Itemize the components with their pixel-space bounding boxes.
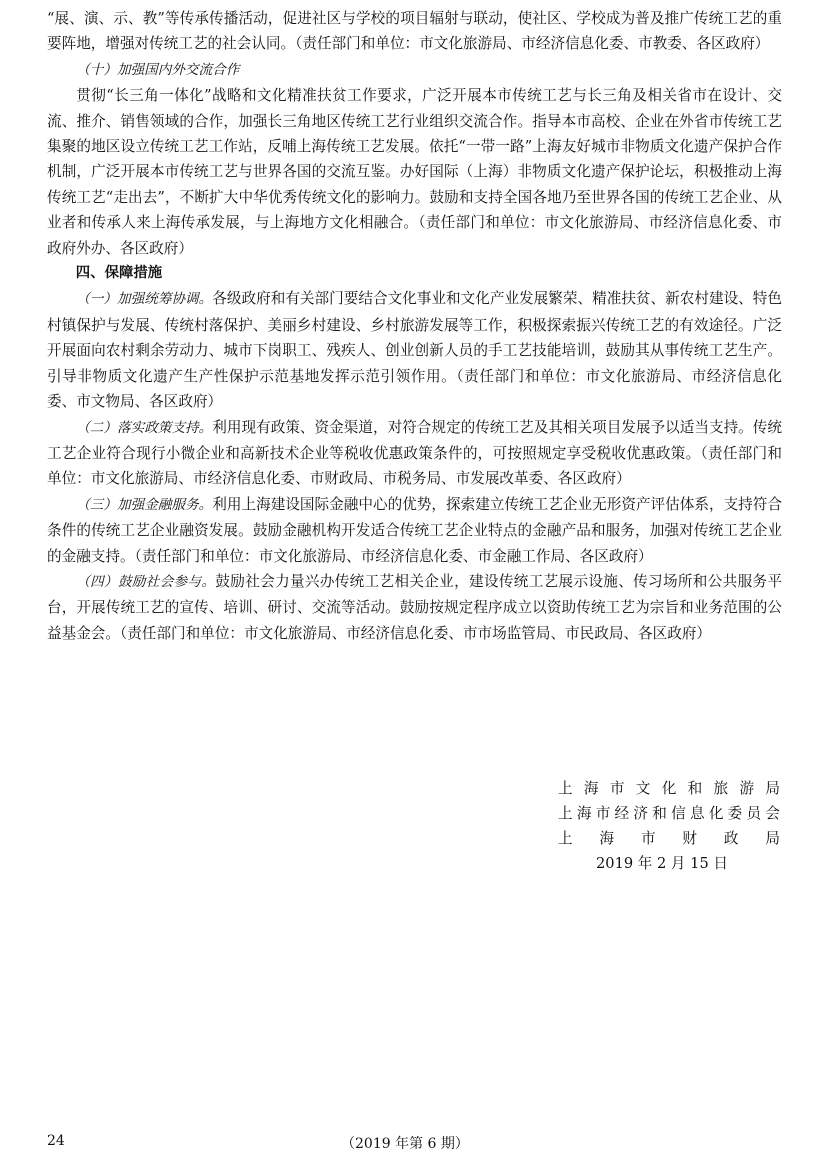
measure-body-2: 利用现有政策、资金渠道，对符合规定的传统工艺及其相关项目发展予以适当支持。传统工艺企业符合现行小微企业和高新技术企业等税收优惠政策条件的，可按照规定享受税收优惠政策。（责任部门和单位：市文化旅游局、市经济信息化委、市财政局、市税务局、市发展改革委、各区政府）: [47, 418, 782, 488]
subsection-heading-10: [47, 57, 782, 83]
measure-heading-3: （三）加强金融服务。: [76, 496, 213, 513]
issue-label: （2019 年第 6 期）: [341, 1136, 469, 1152]
measure-heading-2: （二）落实政策支持。: [76, 419, 213, 436]
measure-heading-1: （一）加强统筹协调。: [76, 291, 213, 308]
measure-paragraph-1: [47, 286, 782, 414]
measure-body-4: 鼓励社会力量兴办传统工艺相关企业，建设传统工艺展示设施、传习场所和公共服务平台，开展传统工艺的宣传、培训、研讨、交流等活动。鼓励按规定程序成立以资助传统工艺为宗旨和业务范围的公益基金会。（责任部门和单位：市文化旅游局、市经济信息化委、市市场监管局、市民政局、各区政府）: [47, 572, 782, 642]
measure-body-1: 各级政府和有关部门要结合文化事业和文化产业发展繁荣、精准扶贫、新农村建设、特色村镇保护与发展、传统村落保护、美丽乡村建设、乡村旅游发展等工作，积极探索振兴传统工艺的有效途径。广泛开展面向农村剩余劳动力、城市下岗职工、残疾人、创业创新人员的手工艺技能培训，鼓励其从事传统工艺生产。引导非物质文化遗产生产性保护示范基地发挥示范引领作用。（责任部门和单位：市文化旅游局、市经济信息化委、市文物局、各区政府）: [47, 290, 782, 411]
signature-org-culture-tourism: 上海市文化和旅游局: [558, 780, 780, 797]
measure-paragraph-4: [47, 569, 782, 646]
measure-body-3: 利用上海建设国际金融中心的优势，探索建立传统工艺企业无形资产评估体系，支持符合条件的传统工艺企业融资发展。鼓励金融机构开发适合传统工艺企业特点的金融产品和服务，加强对传统工艺企业的金融支持。（责任部门和单位：市文化旅游局、市经济信息化委、市金融工作局、各区政府）: [47, 495, 782, 565]
section-heading-4: 四、保障措施: [75, 265, 163, 282]
page-number: 24: [47, 1133, 65, 1149]
signature-org-finance: 上海市财政局: [558, 830, 780, 847]
measure-paragraph-3: [47, 492, 782, 569]
signature-date: 2019 年 2 月 15 日: [596, 855, 728, 872]
measure-paragraph-2: [47, 415, 782, 492]
signature-block: [558, 776, 780, 876]
subsection-heading-10-text: （十）加强国内外交流合作: [76, 61, 240, 78]
signature-org-economy-informatization: 上海市经济和信息化委员会: [558, 805, 780, 822]
paragraph-continuation: “展、演、示、教”等传承传播活动，促进社区与学校的项目辐射与联动，使社区、学校成为普及推广传统工艺的重要阵地，增强对传统工艺的社会认同。（责任部门和单位：市文化旅游局、市经济信息化委、市教委、各区政府）: [47, 10, 782, 53]
paragraph-10-body: 贯彻“长三角一体化”战略和文化精准扶贫工作要求，广泛开展本市传统工艺与长三角及相关省市在设计、交流、推介、销售领域的合作，加强长三角地区传统工艺行业组织交流合作。指导本市高校、企业在外省市传统工艺集聚的地区设立传统工艺工作站，反哺上海传统工艺发展。依托“一带一路”上海友好城市非物质文化遗产保护合作机制，广泛开展本市传统工艺与世界各国的交流互鉴。办好国际（上海）非物质文化遗产保护论坛，积极推动上海传统工艺“走出去”，不断扩大中华优秀传统文化的影响力。鼓励和支持全国各地乃至世界各国的传统工艺企业、从业者和传承人来上海传承发展，与上海地方文化相融合。（责任部门和单位：市文化旅游局、市经济信息化委、市政府外办、各区政府）: [47, 87, 782, 257]
document-body: [47, 6, 782, 646]
measure-heading-4: （四）鼓励社会参与。: [76, 573, 216, 590]
